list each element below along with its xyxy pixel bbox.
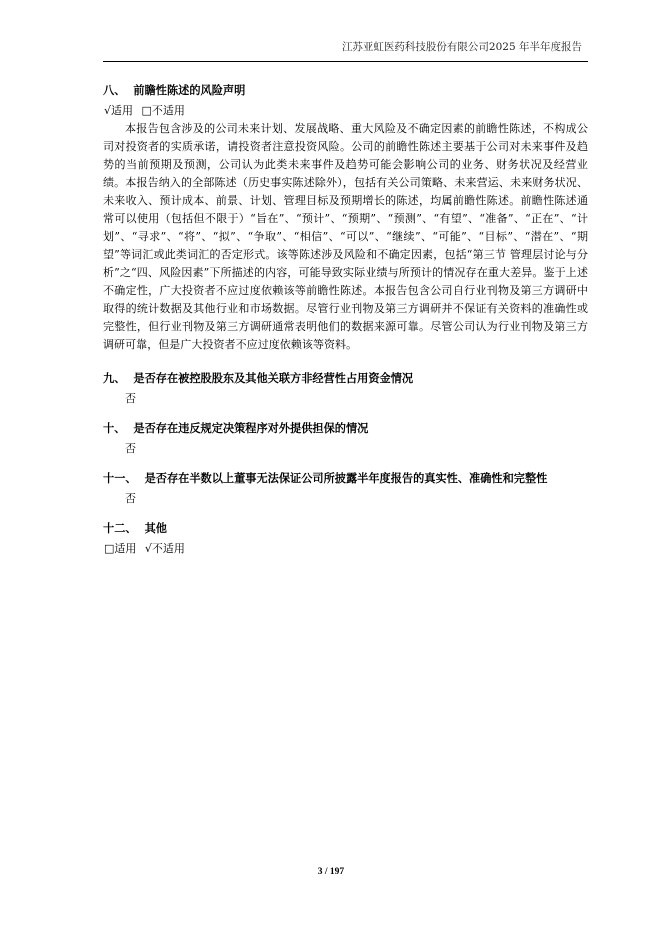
section-answer: 否	[125, 392, 136, 405]
report-body	[103, 80, 588, 570]
section-number: 十一、	[103, 472, 137, 485]
section-fund-occupation	[103, 370, 588, 408]
section-heading	[103, 520, 588, 538]
section-number: 十二、	[103, 522, 137, 535]
section-directors-guarantee	[103, 470, 588, 508]
applicable-option: √适用	[104, 104, 134, 117]
section-title: 是否存在违反规定决策程序对外提供担保的情况	[133, 422, 369, 435]
applicability-options	[103, 540, 588, 558]
section-forward-looking-risk	[103, 82, 588, 354]
section-guarantee	[103, 420, 588, 458]
section-heading	[103, 82, 588, 100]
section-title: 是否存在半数以上董事无法保证公司所披露半年度报告的真实性、准确性和完整性	[144, 472, 548, 485]
page-number: 3 / 197	[317, 867, 345, 877]
not-applicable-option: □不适用	[141, 104, 185, 117]
section-title: 前瞻性陈述的风险声明	[133, 84, 246, 97]
section-number: 十、	[103, 422, 126, 435]
applicability-options	[103, 102, 588, 120]
section-title: 是否存在被控股股东及其他关联方非经营性占用资金情况	[133, 372, 414, 385]
not-applicable-option: √不适用	[144, 542, 185, 555]
report-title: 江苏亚虹医药科技股份有限公司2025 年半年度报告	[341, 41, 582, 53]
section-other	[103, 520, 588, 558]
section-answer: 否	[125, 442, 136, 455]
section-title: 其他	[144, 522, 167, 535]
report-header	[103, 38, 588, 62]
section-number: 九、	[103, 372, 126, 385]
section-number: 八、	[103, 84, 126, 97]
risk-statement-paragraph: 本报告包含涉及的公司未来计划、发展战略、重大风险及不确定因素的前瞻性陈述，不构成公司对投资者的实质承诺，请投资者注意投资风险。公司的前瞻性陈述主要基于公司对未来事件及趋势的当前预期及预测，公司认为此类未来事件及趋势可能会影响公司的业务、财务状况及经营业绩。本报告纳入的全部陈述（历史事实陈述除外），包括有关公司策略、未来营运、未来财务状况、未来收入、预计成本、前景、计划、管理目标及预期增长的陈述，均属前瞻性陈述。前瞻性陈述通常可以使用（包括但不限于）“旨在”、“预计”、“预期”、“预测”、“有望”、“准备”、“正在”、“计划”、“寻求”、“将”、“拟”、“争取”、“相信”、“可以”、“继续”、“可能”、“目标”、“潜在”、“期望”等词汇或此类词汇的否定形式。该等陈述涉及风险和不确定因素，包括“第三节 管理层讨论与分析”之“四、风险因素”下所描述的内容，可能导致实际业绩与所预计的情况存在重大差异。鉴于上述不确定性，广大投资者不应过度依赖该等前瞻性陈述。本报告包含公司自行业刊物及第三方调研中取得的统计数据及其他行业和市场数据。尽管行业刊物及第三方调研并不保证有关资料的准确性或完整性，但行业刊物及第三方调研通常表明他们的数据来源可靠。尽管公司认为行业刊物及第三方调研可靠，但是广大投资者不应过度依赖该等资料。	[103, 122, 588, 351]
section-heading	[103, 470, 588, 488]
section-heading	[103, 370, 588, 388]
section-heading	[103, 420, 588, 438]
applicable-option: □适用	[104, 542, 137, 555]
section-answer: 否	[125, 492, 136, 505]
